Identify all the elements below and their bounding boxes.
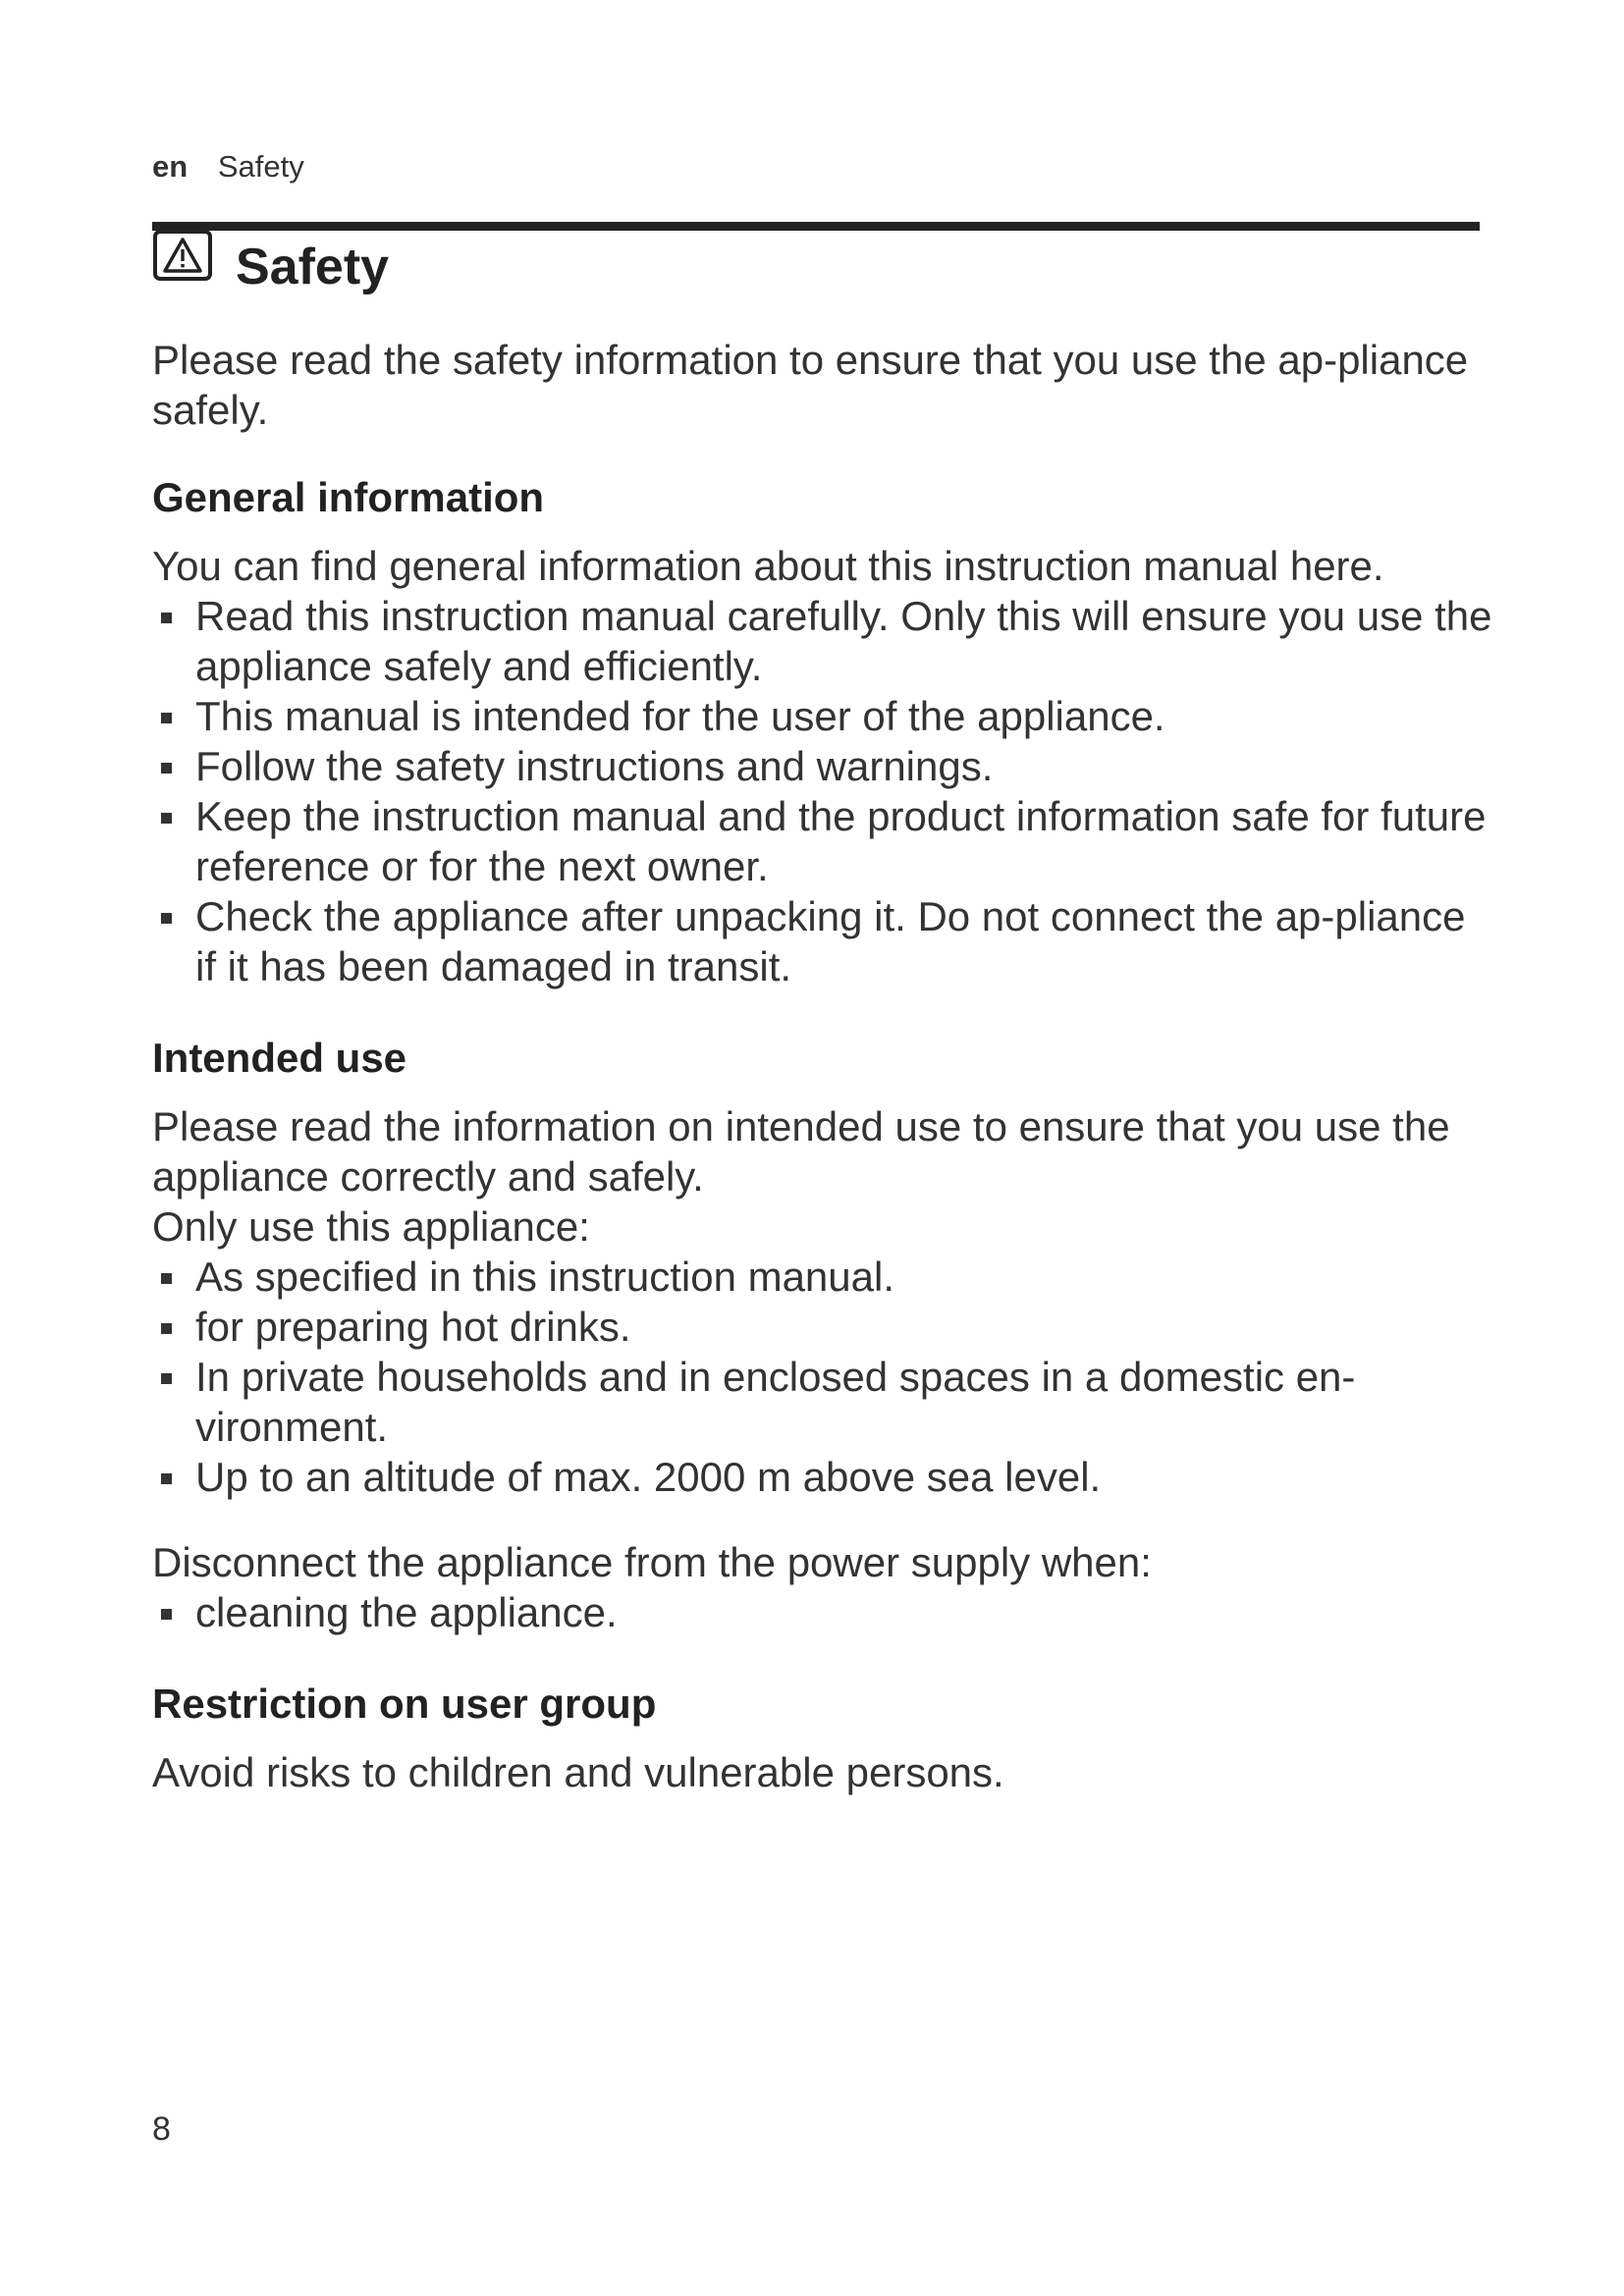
- list-item: cleaning the appliance.: [152, 1587, 1497, 1637]
- only-use-text: Only use this appliance:: [152, 1203, 590, 1250]
- document-body: [152, 335, 1497, 1797]
- warning-triangle-icon: [153, 228, 214, 285]
- list-item: Follow the safety instructions and warnings.: [152, 741, 1497, 791]
- list-item: Keep the instruction manual and the product information safe for future reference or for the next owner.: [152, 791, 1497, 891]
- page-number: 8: [152, 2110, 171, 2148]
- list-item: Read this instruction manual carefully. Only this will ensure you use the appliance safely and efficiently.: [152, 591, 1497, 691]
- disconnect-text: Disconnect the appliance from the power supply when:: [152, 1539, 1152, 1585]
- intro-paragraph: Please read the safety information to ensure that you use the ap-pliance safely.: [152, 337, 1469, 433]
- disconnect-list: [152, 1587, 1497, 1637]
- list-item: Up to an altitude of max. 2000 m above sea level.: [152, 1452, 1497, 1502]
- list-item: As specified in this instruction manual.: [152, 1252, 1497, 1302]
- restriction-text: Avoid risks to children and vulnerable persons.: [152, 1749, 1004, 1795]
- page-title: Safety: [236, 239, 390, 295]
- list-item: This manual is intended for the user of the appliance.: [152, 691, 1497, 741]
- restriction-heading: Restriction on user group: [152, 1681, 657, 1727]
- list-item: In private households and in enclosed spaces in a domestic en-vironment.: [152, 1352, 1497, 1452]
- intended-use-heading: Intended use: [152, 1035, 407, 1081]
- general-information-heading: General information: [152, 474, 545, 520]
- list-item: for preparing hot drinks.: [152, 1302, 1497, 1352]
- running-header: [152, 149, 304, 185]
- title-rule: [152, 222, 1480, 231]
- intended-use-text: Please read the information on intended use to ensure that you use the appliance correctly and safely.: [152, 1103, 1450, 1200]
- list-item: Check the appliance after unpacking it. Do not connect the ap-pliance if it has been damaged in transit.: [152, 891, 1497, 991]
- intended-use-list: [152, 1252, 1497, 1502]
- running-header-section: Safety: [217, 149, 304, 184]
- general-information-list: [152, 591, 1497, 991]
- general-information-text: You can find general information about this instruction manual here.: [152, 543, 1384, 589]
- language-code: en: [152, 149, 189, 184]
